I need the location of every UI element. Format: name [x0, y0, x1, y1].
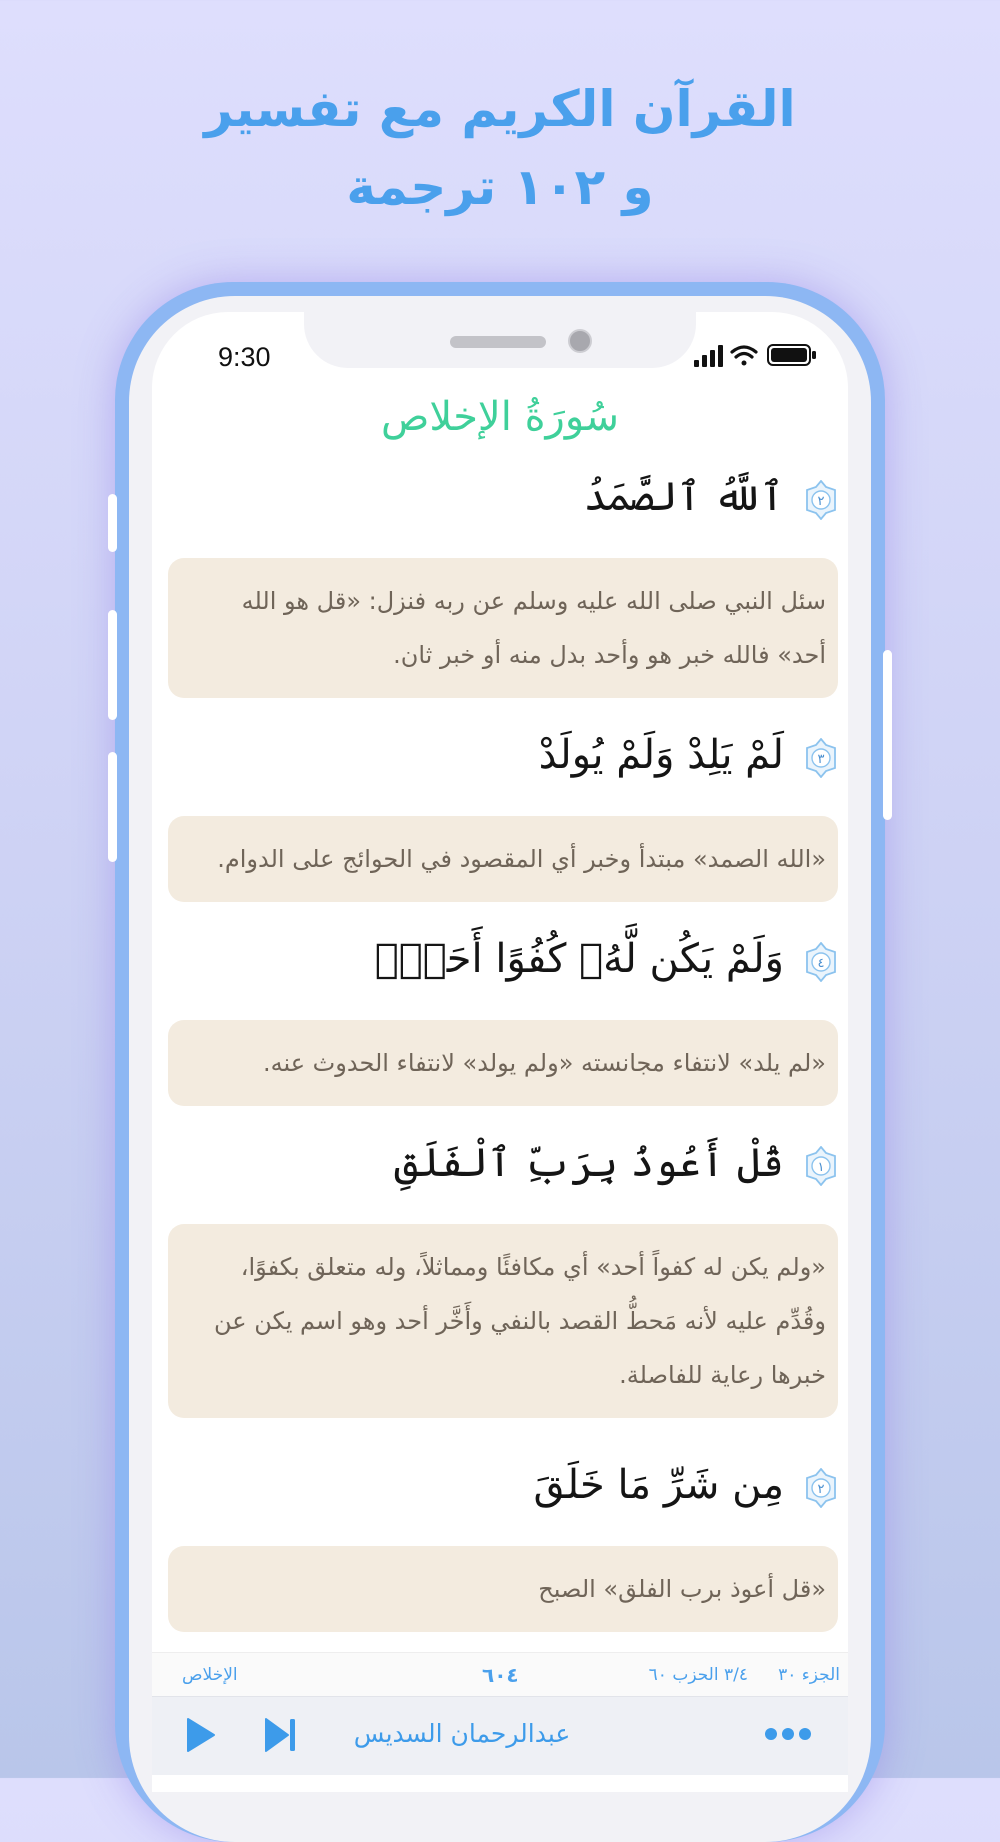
verse-row[interactable]	[152, 1418, 848, 1538]
verse-text: ٱللَّهُ ٱلصَّمَدُ	[583, 474, 784, 520]
surah-title: سُورَةُ الإخلاص	[380, 394, 620, 440]
surah-name-label[interactable]: الإخلاص	[182, 1665, 238, 1685]
verse-number-medallion-icon	[804, 1468, 838, 1508]
verse-number: ١	[817, 1160, 825, 1175]
status-time: 9:30	[218, 342, 271, 372]
verse-row[interactable]	[152, 440, 848, 550]
verse-list[interactable]	[152, 440, 848, 1632]
front-camera	[568, 329, 592, 353]
play-icon[interactable]	[186, 1717, 216, 1753]
tafsir-box: «لم يلد» لانتفاء مجانسته «ولم يولد» لانتفاء الحدوث عنه.	[168, 1020, 838, 1106]
page-info-bar	[152, 1652, 848, 1697]
more-icon[interactable]	[764, 1727, 812, 1741]
verse-row[interactable]	[152, 698, 848, 808]
battery-icon	[768, 345, 816, 365]
tafsir-box: «ولم يكن له كفواً أحد» أي مكافئًا ومماثلاً، وله متعلق بكفوًا، وقُدِّم عليه لأنه مَحطُّ القصد بالنفي وأَخَّر أحد وهو اسم يكن عن خبرها رعاية للفاصلة.	[168, 1224, 838, 1418]
verse-number: ٤	[817, 956, 825, 971]
tafsir-box: سئل النبي صلى الله عليه وسلم عن ربه فنزل: «قل هو الله أحد» فالله خبر هو وأحد بدل منه أو خبر ثان.	[168, 558, 838, 698]
verse-number-medallion-icon	[804, 738, 838, 778]
audio-player	[152, 1696, 848, 1775]
app-screen	[152, 312, 848, 1792]
speaker-grille	[450, 336, 546, 348]
mute-switch	[108, 494, 117, 552]
tafsir-box: «الله الصمد» مبتدأ وخبر أي المقصود في الحوائج على الدوام.	[168, 816, 838, 902]
verse-number-medallion-icon	[804, 480, 838, 520]
power-button	[883, 650, 892, 820]
verse-number: ٢	[817, 494, 825, 509]
volume-up-button	[108, 610, 117, 720]
volume-down-button	[108, 752, 117, 862]
verse-row[interactable]	[152, 902, 848, 1012]
verse-text: مِن شَرِّ مَا خَلَقَ	[533, 1462, 784, 1508]
verse-text: وَلَمْ يَكُن لَّهُۥ كُفُوًا أَحَدٌۢ	[374, 936, 784, 982]
notch	[304, 312, 696, 368]
verse-number-medallion-icon	[804, 942, 838, 982]
verse-row[interactable]	[152, 1106, 848, 1216]
verse-text: قُلْ أَعُوذُ بِرَبِّ ٱلْفَلَقِ	[394, 1140, 784, 1186]
verse-number: ٢	[817, 1482, 825, 1497]
page-number: ٦٠٤	[482, 1663, 519, 1687]
status-icons	[694, 342, 818, 372]
reciter-name[interactable]: عبدالرحمان السديس	[353, 1719, 571, 1748]
verse-text: لَمْ يَلِدْ وَلَمْ يُولَدْ	[538, 732, 784, 778]
verse-number: ٣	[817, 752, 825, 767]
juz-label: الجزء ٣٠	[778, 1665, 840, 1685]
verse-number-medallion-icon	[804, 1146, 838, 1186]
promo-headline	[0, 70, 1000, 226]
hizb-label: ٣/٤ الحزب ٦٠	[648, 1665, 748, 1685]
tafsir-box: «قل أعوذ برب الفلق» الصبح	[168, 1546, 838, 1632]
cellular-signal-icon	[694, 345, 723, 367]
headline-line-1: القرآن الكريم مع تفسير	[204, 80, 796, 138]
wifi-icon	[732, 347, 756, 366]
skip-next-icon[interactable]	[264, 1717, 298, 1753]
headline-line-2: و ١٠٢ ترجمة	[346, 158, 654, 216]
